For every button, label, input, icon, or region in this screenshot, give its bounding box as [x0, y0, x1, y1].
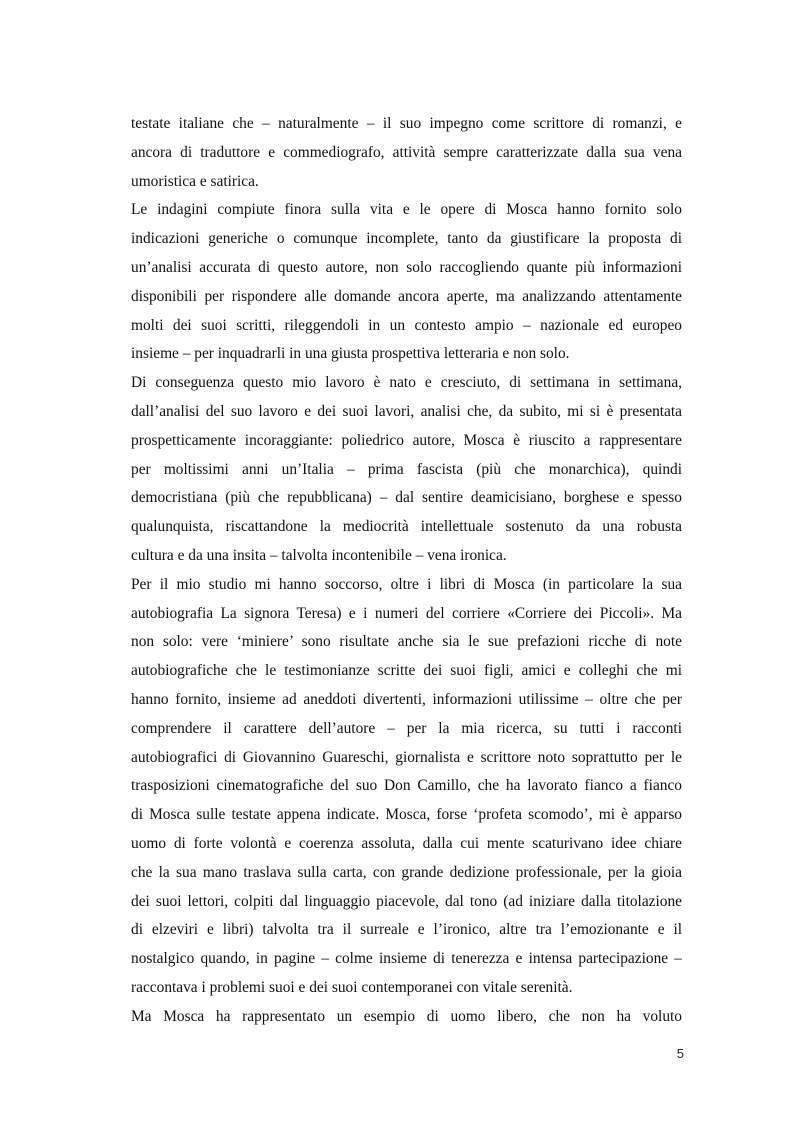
- text-line: per moltissimi anni un’Italia – prima fascista (più che monarchica), quindi: [131, 460, 682, 478]
- text-line: uomo di forte volontà e coerenza assoluta, dalla cui mente scaturivano idee chiare: [131, 834, 682, 852]
- paragraph: [131, 571, 682, 1003]
- paragraph: [131, 369, 682, 571]
- paragraph: [131, 110, 682, 196]
- paragraph: [131, 1003, 682, 1032]
- text-line: insieme – per inquadrarli in una giusta prospettiva letteraria e non solo.: [131, 345, 570, 363]
- text-line: Le indagini compiute finora sulla vita e le opere di Mosca hanno fornito solo: [131, 201, 682, 219]
- text-line: democristiana (più che repubblicana) – dal sentire deamicisiano, borghese e spesso: [131, 489, 682, 507]
- text-line: un’analisi accurata di questo autore, non solo raccogliendo quante più informazioni: [131, 258, 682, 276]
- text-line: umoristica e satirica.: [131, 172, 259, 190]
- text-line: trasposizioni cinematografiche del suo Don Camillo, che ha lavorato fianco a fianco: [131, 777, 682, 795]
- text-line: non solo: vere ‘miniere’ sono risultate anche sia le sue prefazioni ricche di note: [131, 633, 682, 651]
- text-line: di elzeviri e libri) talvolta tra il surreale e l’ironico, altre tra l’emozionante e il: [131, 921, 682, 939]
- text-line: dall’analisi del suo lavoro e dei suoi lavori, analisi che, da subito, mi si è presentata: [131, 402, 682, 420]
- text-line: testate italiane che – naturalmente – il suo impegno come scrittore di romanzi, e: [131, 115, 682, 132]
- text-line: dei suoi lettori, colpiti dal linguaggio piacevole, dal tono (ad iniziare dalla titolazione: [131, 892, 682, 910]
- text-line: Per il mio studio mi hanno soccorso, oltre i libri di Mosca (in particolare la sua: [131, 575, 682, 593]
- text-line: molti dei suoi scritti, rileggendoli in un contesto ampio – nazionale ed europeo: [131, 316, 682, 334]
- page-number: 5: [676, 1046, 684, 1061]
- text-line: prospetticamente incoraggiante: poliedrico autore, Mosca è riuscito a rappresentare: [131, 431, 682, 449]
- text-line: autobiografiche che le testimonianze scritte dei suoi figli, amici e colleghi che mi: [131, 662, 682, 680]
- text-line: disponibili per rispondere alle domande ancora aperte, ma analizzando attentamente: [131, 287, 682, 305]
- text-line: che la sua mano traslava sulla carta, con grande dedizione professionale, per la gioia: [131, 863, 682, 881]
- text-line: di Mosca sulle testate appena indicate. Mosca, forse ‘profeta scomodo’, mi è apparso: [131, 806, 682, 824]
- paragraph: [131, 196, 682, 369]
- text-line: Di conseguenza questo mio lavoro è nato e cresciuto, di settimana in settimana,: [131, 374, 682, 392]
- text-line: raccontava i problemi suoi e dei suoi contemporanei con vitale serenità.: [131, 978, 573, 996]
- text-line: hanno fornito, insieme ad aneddoti divertenti, informazioni utilissime – oltre che per: [131, 690, 682, 708]
- page-body: [131, 110, 682, 1032]
- text-line: indicazioni generiche o comunque incomplete, tanto da giustificare la proposta di: [131, 230, 682, 248]
- text-line: Ma Mosca ha rappresentato un esempio di uomo libero, che non ha voluto: [131, 1007, 682, 1025]
- text-line: ancora di traduttore e commediografo, attività sempre caratterizzate dalla sua vena: [131, 143, 682, 161]
- text-line: comprendere il carattere dell’autore – per la mia ricerca, su tutti i racconti: [131, 719, 682, 737]
- text-line: autobiografia La signora Teresa) e i numeri del corriere «Corriere dei Piccoli». Ma: [131, 604, 682, 622]
- text-line: nostalgico quando, in pagine – colme insieme di tenerezza e intensa partecipazione –: [131, 950, 682, 968]
- text-line: qualunquista, riscattandone la mediocrità intellettuale sostenuto da una robusta: [131, 518, 682, 536]
- text-line: autobiografici di Giovannino Guareschi, giornalista e scrittore noto soprattutto per le: [131, 748, 682, 766]
- text-line: cultura e da una insita – talvolta incontenibile – vena ironica.: [131, 546, 507, 564]
